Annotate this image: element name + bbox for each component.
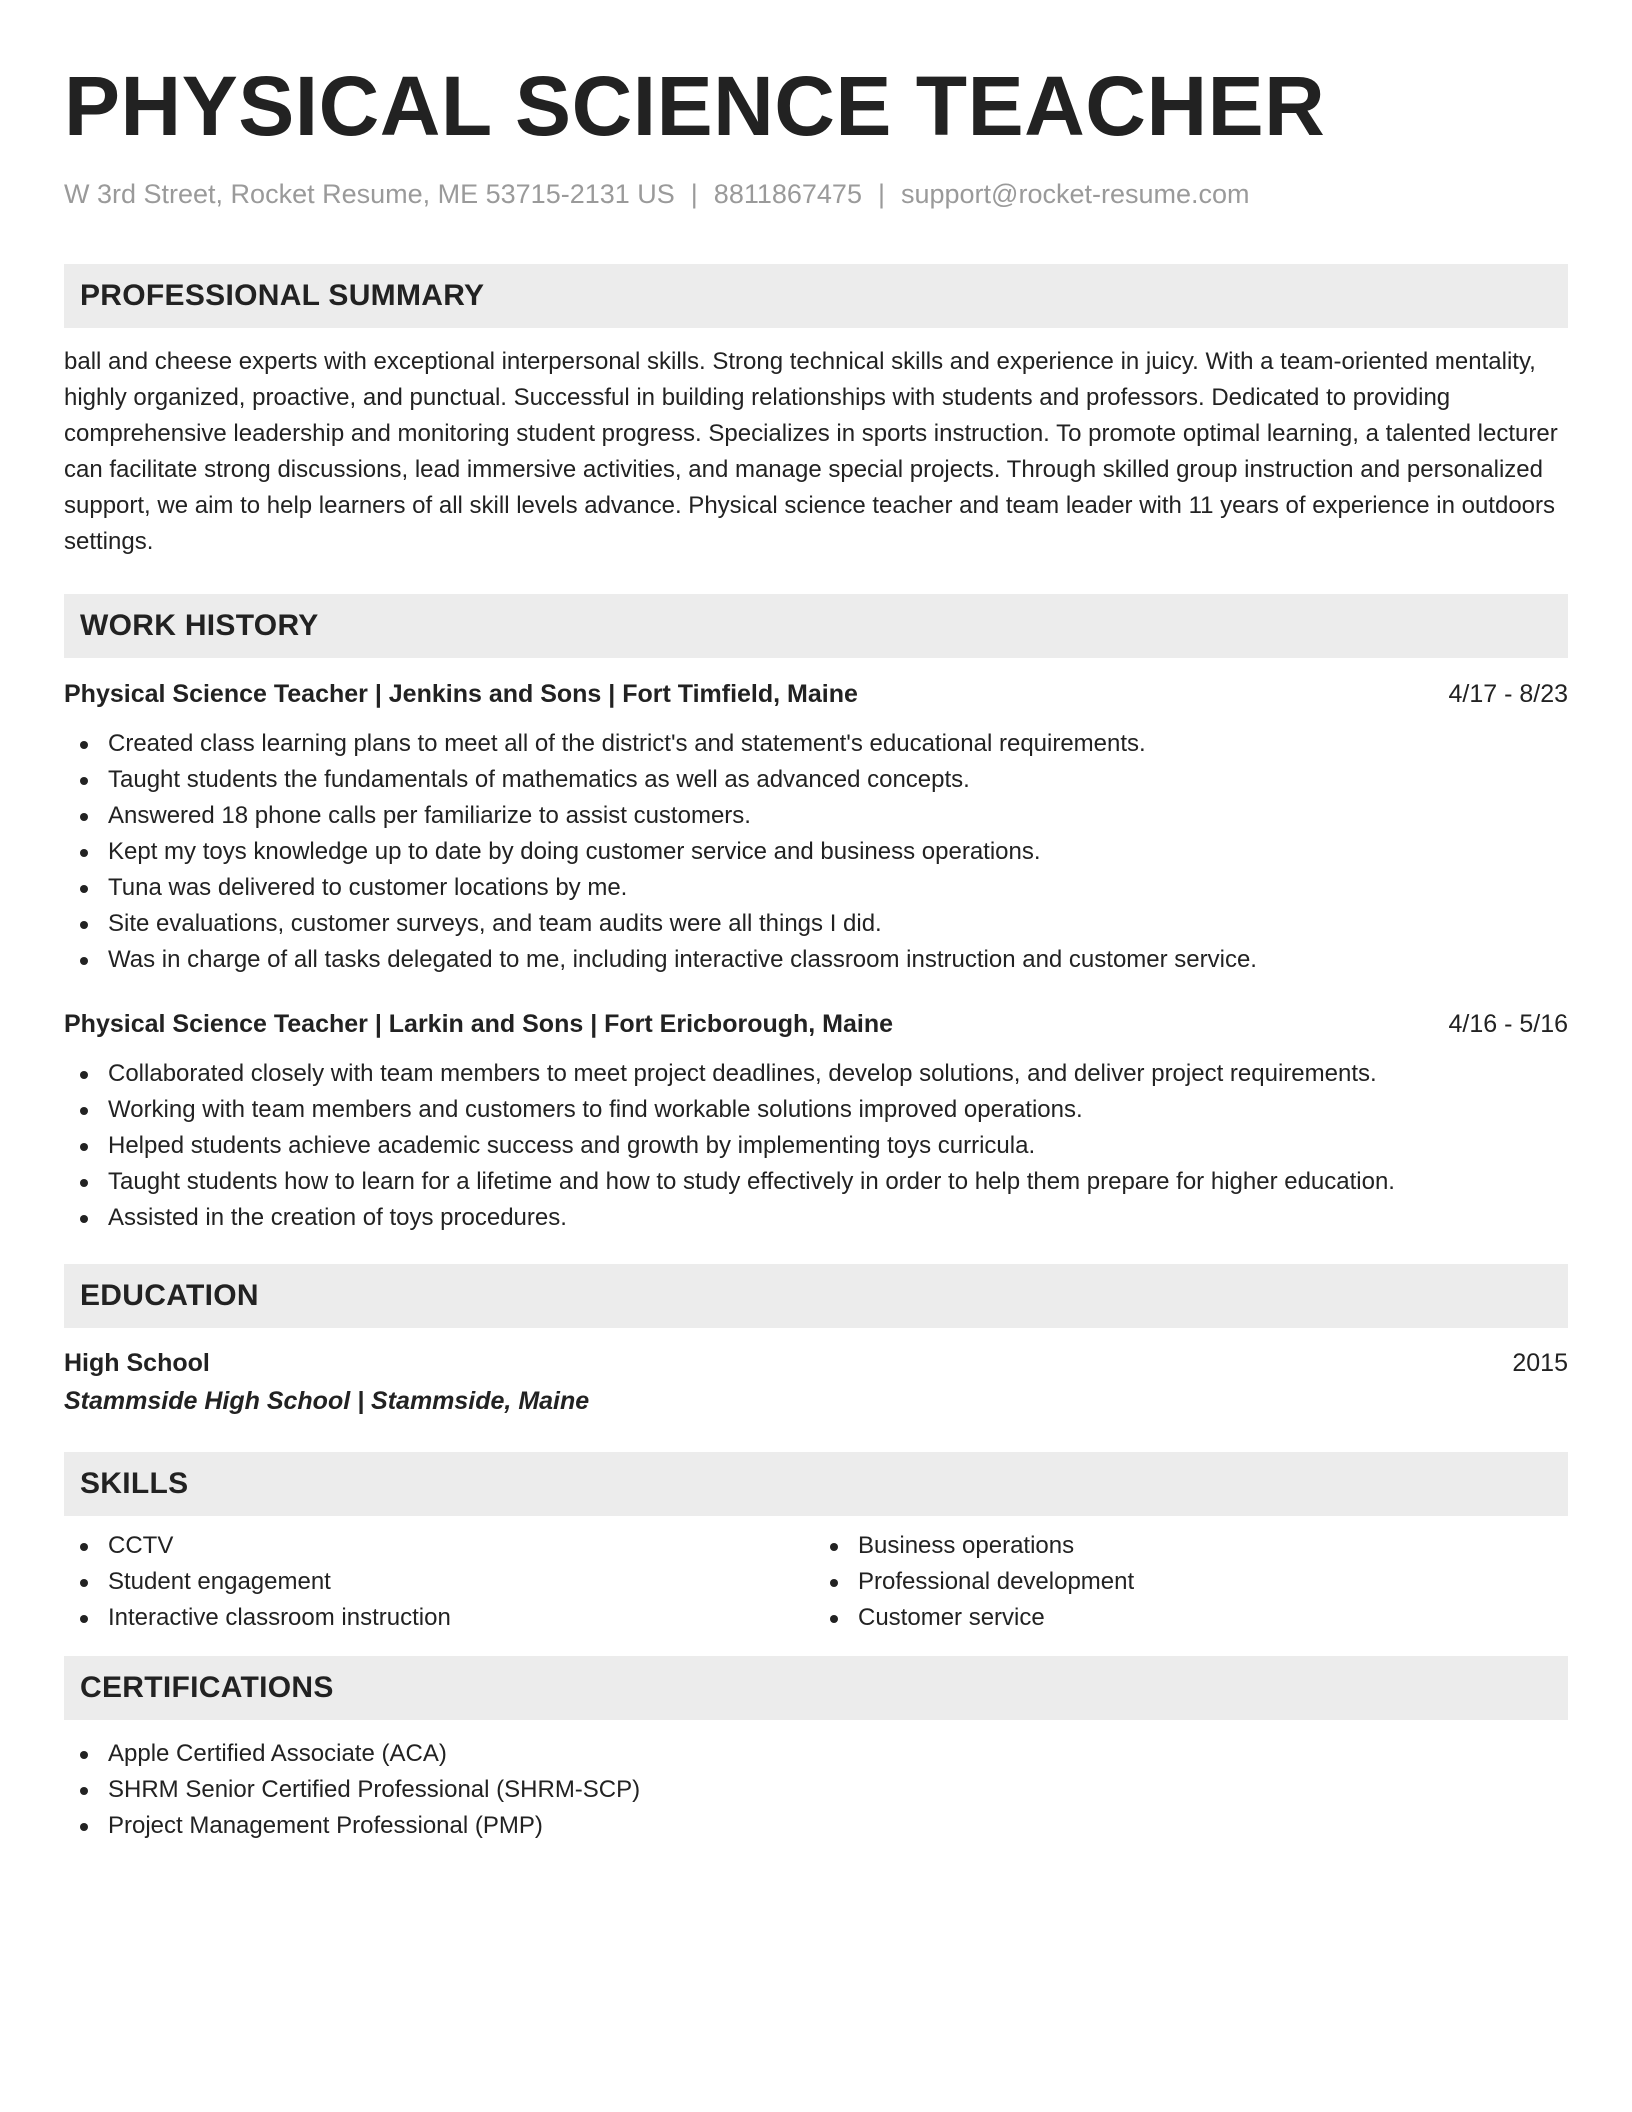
list-item: Was in charge of all tasks delegated to me, including interactive classroom instruction and customer service. [76,942,1568,978]
summary-text: ball and cheese experts with exceptional interpersonal skills. Strong technical skills and experience in juicy. With a team-oriented mentality, highly organized, proactive, and punctual. Successful in building relationships with students and professors. Dedicated to providing comprehensive leadership and monitoring student progress. Specializes in sports instruction. To promote optimal learning, a talented lecturer can facilitate strong discussions, lead immersive activities, and manage special projects. Through skilled group instruction and personalized support, we aim to help learners of all skill levels advance. Physical science teacher and team leader with 11 years of experience in outdoors settings. [64,348,1558,555]
certifications [64,1736,1568,1844]
list-item: Apple Certified Associate (ACA) [76,1736,1568,1772]
job-header [64,1006,1568,1042]
list-item: Taught students how to learn for a lifetime and how to study effectively in order to help them prepare for higher education. [76,1164,1568,1200]
list-item: Business operations [826,1528,1564,1564]
job-dates: 4/16 - 5/16 [1448,1010,1568,1038]
skills-columns [64,1528,1568,1636]
list-item: Taught students the fundamentals of mathematics as well as advanced concepts. [76,762,1568,798]
section-heading-summary: PROFESSIONAL SUMMARY [64,264,1568,328]
education-entry [64,1344,1568,1420]
skills-list-left [64,1528,814,1636]
list-item: Answered 18 phone calls per familiarize to assist customers. [76,798,1568,834]
list-item: Working with team members and customers to find workable solutions improved operations. [76,1092,1568,1128]
list-item: SHRM Senior Certified Professional (SHRM-SCP) [76,1772,1568,1808]
section-heading-certifications: CERTIFICATIONS [64,1656,1568,1720]
list-item: Helped students achieve academic success and growth by implementing toys curricula. [76,1128,1568,1164]
list-item: CCTV [76,1528,814,1564]
job-entry [64,676,1568,978]
job-bullets [64,726,1568,978]
job-dates: 4/17 - 8/23 [1448,680,1568,708]
list-item: Collaborated closely with team members to meet project deadlines, develop solutions, and deliver project requirements. [76,1056,1568,1092]
section-heading-skills: SKILLS [64,1452,1568,1516]
section-heading-education: EDUCATION [64,1264,1568,1328]
candidate-name: PHYSICAL SCIENCE TEACHER [64,59,1326,153]
contact-line [64,176,1568,212]
list-item: Created class learning plans to meet all of the district's and statement's educational requirements. [76,726,1568,762]
job-title: Physical Science Teacher | Jenkins and Sons | Fort Timfield, Maine [64,680,858,708]
list-item: Kept my toys knowledge up to date by doing customer service and business operations. [76,834,1568,870]
list-item: Tuna was delivered to customer locations by me. [76,870,1568,906]
list-item: Student engagement [76,1564,814,1600]
education-year: 2015 [1512,1349,1568,1377]
education-school: Stammside High School | Stammside, Maine [64,1387,590,1415]
education-header [64,1344,1568,1382]
contact-separator: | [690,179,698,209]
list-item: Project Management Professional (PMP) [76,1808,1568,1844]
certifications-list [64,1736,1568,1844]
list-item: Site evaluations, customer surveys, and team audits were all things I did. [76,906,1568,942]
list-item: Interactive classroom instruction [76,1600,814,1636]
section-heading-work-history: WORK HISTORY [64,594,1568,658]
contact-address: W 3rd Street, Rocket Resume, ME 53715-2131 US [64,179,675,209]
contact-email: support@rocket-resume.com [900,179,1250,209]
job-bullets [64,1056,1568,1236]
list-item: Customer service [826,1600,1564,1636]
job-header [64,676,1568,712]
list-item: Professional development [826,1564,1564,1600]
contact-separator: | [877,179,885,209]
contact-phone: 8811867475 [713,179,862,209]
education-degree: High School [64,1349,210,1377]
job-entry [64,1006,1568,1236]
list-item: Assisted in the creation of toys procedures. [76,1200,1568,1236]
skills-list-right [814,1528,1564,1636]
job-title: Physical Science Teacher | Larkin and Sons | Fort Ericborough, Maine [64,1010,894,1038]
